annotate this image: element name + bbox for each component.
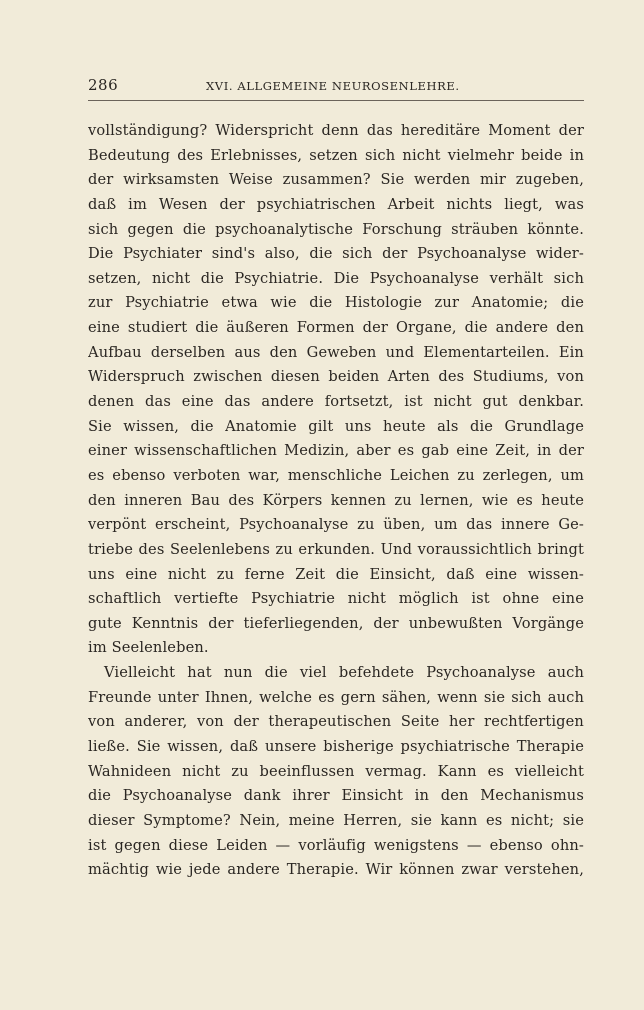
text-line: Wahnideen nicht zu beeinflussen vermag. Kann es vielleicht [88,762,584,780]
text-line: von anderer, von der therapeutischen Seite her rechtfertigen [88,713,584,731]
text-line: dieser Symptome? Nein, meine Herren, sie kann es nicht; sie [88,811,584,829]
text-line: Die Psychiater sind's also, die sich der Psychoanalyse wider- [88,245,584,263]
text-line: sich gegen die psychoanalytische Forschung sträuben könnte. [88,220,584,238]
text-line: ist gegen diese Leiden — vorläufig wenigstens — ebenso ohn- [88,836,584,854]
text-line: verpönt erscheint, Psychoanalyse zu üben, um das innere Ge- [88,516,584,534]
text-line: eine studiert die äußeren Formen der Organe, die andere den [88,319,584,337]
page-number: 286 [88,76,119,94]
text-line: triebe des Seelenlebens zu erkunden. Und voraussichtlich bringt [88,540,584,558]
text-line: der wirksamsten Weise zusammen? Sie werden mir zugeben, [88,171,584,189]
text-line: ließe. Sie wissen, daß unsere bisherige psychiatrische Therapie [88,738,584,756]
text-line: Freunde unter Ihnen, welche es gern sähen, wenn sie sich auch [88,688,584,706]
text-line: zur Psychiatrie etwa wie die Histologie zur Anatomie; die [88,294,584,312]
text-line: vollständigung? Widerspricht denn das hereditäre Moment der [88,122,584,139]
text-line: uns eine nicht zu ferne Zeit die Einsicht, daß eine wissen- [88,565,584,583]
text-line: mächtig wie jede andere Therapie. Wir können zwar verstehen, [88,861,584,879]
text-line: Sie wissen, die Anatomie gilt uns heute als die Grundlage [88,417,584,435]
text-line: Bedeutung des Erlebnisses, setzen sich nicht vielmehr beide in [88,146,584,164]
text-line: Vielleicht hat nun die viel befehdete Psychoanalyse auch [104,664,584,682]
text-line: einer wissenschaftlichen Medizin, aber es gab eine Zeit, in der [88,442,584,460]
body-text [88,119,584,883]
text-line: daß im Wesen der psychiatrischen Arbeit nichts liegt, was [88,195,584,213]
text-line: gute Kenntnis der tieferliegenden, der unbewußten Vorgänge [88,614,584,632]
text-line: den inneren Bau des Körpers kennen zu lernen, wie es heute [88,491,584,509]
text-line: Aufbau derselben aus den Geweben und Elementarteilen. Ein [88,343,584,361]
text-line: im Seelenleben. [88,639,209,657]
text-line: Widerspruch zwischen diesen beiden Arten des Studiums, von [88,368,584,386]
page-header [88,76,584,101]
text-line: schaftlich vertiefte Psychiatrie nicht möglich ist ohne eine [88,590,584,608]
text-line: die Psychoanalyse dank ihrer Einsicht in den Mechanismus [88,787,584,805]
text-line: setzen, nicht die Psychiatrie. Die Psychoanalyse verhält sich [88,269,584,287]
text-line: es ebenso verboten war, menschliche Leichen zu zerlegen, um [88,466,584,484]
running-head: XVI. ALLGEMEINE NEUROSENLEHRE. [206,79,460,93]
text-line: denen das eine das andere fortsetzt, ist nicht gut denkbar. [88,393,584,411]
